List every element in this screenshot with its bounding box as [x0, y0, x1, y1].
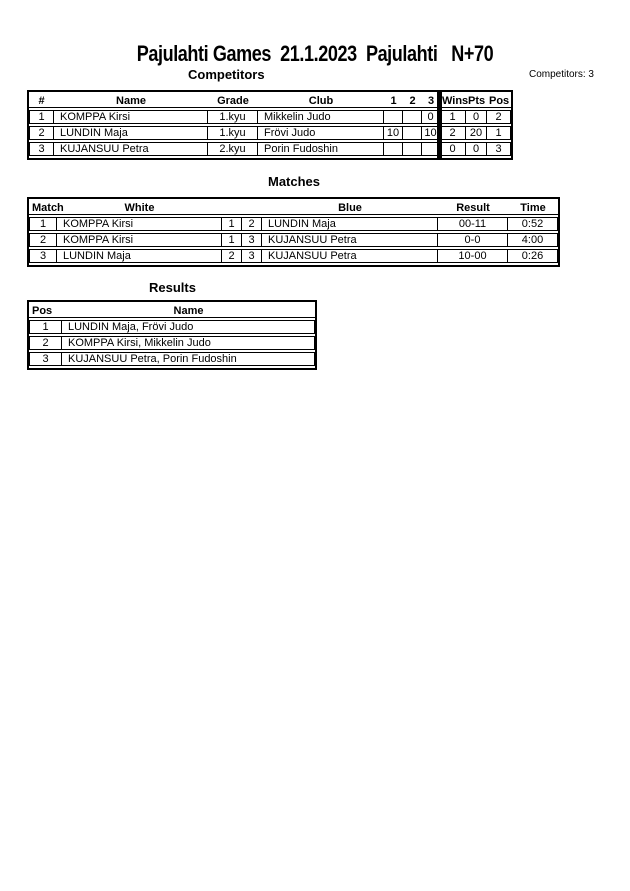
- col-header-white: White: [57, 201, 222, 215]
- competitor-grade-cell: 1.kyu: [208, 110, 258, 124]
- col-header-blue: Blue: [262, 201, 438, 215]
- competitors-heading: Competitors: [188, 67, 265, 82]
- match-row: [29, 249, 558, 263]
- competitors-table: [27, 90, 513, 160]
- competitor-number-cell: 1: [29, 110, 54, 124]
- scores-wins-separator-line: [437, 90, 442, 160]
- col-header-pos: Pos: [29, 304, 62, 318]
- white-name-cell: KOMPPA Kirsi: [57, 233, 222, 247]
- col-header-number: #: [29, 94, 54, 108]
- result-cell: 00-11: [438, 217, 508, 231]
- competitor-club-cell: Porin Fudoshin: [258, 142, 384, 156]
- white-number-cell: 1: [222, 233, 242, 247]
- competitor-grade-cell: 1.kyu: [208, 126, 258, 140]
- pts-cell: 0: [466, 110, 487, 124]
- pos-cell: 2: [487, 110, 511, 124]
- col-header-pts: Pts: [468, 94, 486, 107]
- score-cell-2: [403, 126, 422, 140]
- col-header-wins: Wins: [442, 94, 469, 107]
- col-header-blue-num: [242, 201, 262, 215]
- col-header-pos: Pos: [489, 94, 510, 107]
- blue-number-cell: 2: [242, 217, 262, 231]
- blue-name-cell: KUJANSUU Petra: [262, 249, 438, 263]
- result-name-cell: KOMPPA Kirsi, Mikkelin Judo: [62, 336, 315, 350]
- competitor-grade-cell: 2.kyu: [208, 142, 258, 156]
- score-cell-2: [403, 142, 422, 156]
- col-header-score1: 1: [384, 94, 403, 108]
- col-header-score3: 3: [422, 94, 440, 108]
- result-cell: 10-00: [438, 249, 508, 263]
- match-row: [29, 233, 558, 247]
- time-cell: 4:00: [508, 233, 558, 247]
- col-header-club: Club: [258, 94, 384, 108]
- matches-table: [27, 197, 560, 267]
- white-number-cell: 2: [222, 249, 242, 263]
- competitor-number-cell: 3: [29, 142, 54, 156]
- pos-cell: 3: [487, 142, 511, 156]
- score-cell-1: 10: [384, 126, 403, 140]
- result-row: [29, 320, 315, 334]
- result-name-cell: KUJANSUU Petra, Porin Fudoshin: [62, 352, 315, 366]
- pts-cell: 0: [466, 142, 487, 156]
- competitor-number-cell: 2: [29, 126, 54, 140]
- results-grid: [27, 300, 317, 370]
- col-header-white-num: [222, 201, 242, 215]
- score-cell-1: [384, 142, 403, 156]
- page-title: Pajulahti Games 21.1.2023 Pajulahti N+70: [136, 41, 494, 66]
- competitor-name-cell: LUNDIN Maja: [54, 126, 208, 140]
- score-cell-3: 10: [422, 126, 440, 140]
- competitors-count-label: Competitors: 3: [528, 69, 594, 80]
- blue-number-cell: 3: [242, 249, 262, 263]
- col-header-score2: 2: [403, 94, 422, 108]
- wins-cell: 2: [440, 126, 466, 140]
- results-heading: Results: [149, 280, 196, 295]
- col-header-name: Name: [54, 94, 208, 108]
- blue-name-cell: KUJANSUU Petra: [262, 233, 438, 247]
- result-pos-cell: 3: [29, 352, 62, 366]
- matches-grid: [27, 197, 560, 267]
- col-header-name: Name: [62, 304, 315, 318]
- white-name-cell: KOMPPA Kirsi: [57, 217, 222, 231]
- result-row: [29, 352, 315, 366]
- time-cell: 0:26: [508, 249, 558, 263]
- col-header-match: Match: [29, 201, 57, 215]
- competitor-name-cell: KOMPPA Kirsi: [54, 110, 208, 124]
- wins-cell: 0: [440, 142, 466, 156]
- results-header-row: [29, 304, 315, 318]
- blue-name-cell: LUNDIN Maja: [262, 217, 438, 231]
- result-cell: 0-0: [438, 233, 508, 247]
- score-cell-1: [384, 110, 403, 124]
- pts-cell: 20: [466, 126, 487, 140]
- wins-cell: 1: [440, 110, 466, 124]
- match-row: [29, 217, 558, 231]
- result-row: [29, 336, 315, 350]
- col-header-result: Result: [438, 201, 508, 215]
- match-number-cell: 3: [29, 249, 57, 263]
- competitor-club-cell: Mikkelin Judo: [258, 110, 384, 124]
- match-number-cell: 2: [29, 233, 57, 247]
- matches-header-row: [29, 201, 558, 215]
- time-cell: 0:52: [508, 217, 558, 231]
- pos-cell: 1: [487, 126, 511, 140]
- white-number-cell: 1: [222, 217, 242, 231]
- blue-number-cell: 3: [242, 233, 262, 247]
- score-cell-2: [403, 110, 422, 124]
- competitor-name-cell: KUJANSUU Petra: [54, 142, 208, 156]
- result-pos-cell: 1: [29, 320, 62, 334]
- result-name-cell: LUNDIN Maja, Frövi Judo: [62, 320, 315, 334]
- result-pos-cell: 2: [29, 336, 62, 350]
- matches-heading: Matches: [268, 174, 321, 189]
- score-cell-3: 0: [422, 110, 440, 124]
- white-name-cell: LUNDIN Maja: [57, 249, 222, 263]
- col-header-time: Time: [508, 201, 558, 215]
- competitor-club-cell: Frövi Judo: [258, 126, 384, 140]
- match-number-cell: 1: [29, 217, 57, 231]
- col-header-grade: Grade: [208, 94, 258, 108]
- results-table: [27, 300, 317, 370]
